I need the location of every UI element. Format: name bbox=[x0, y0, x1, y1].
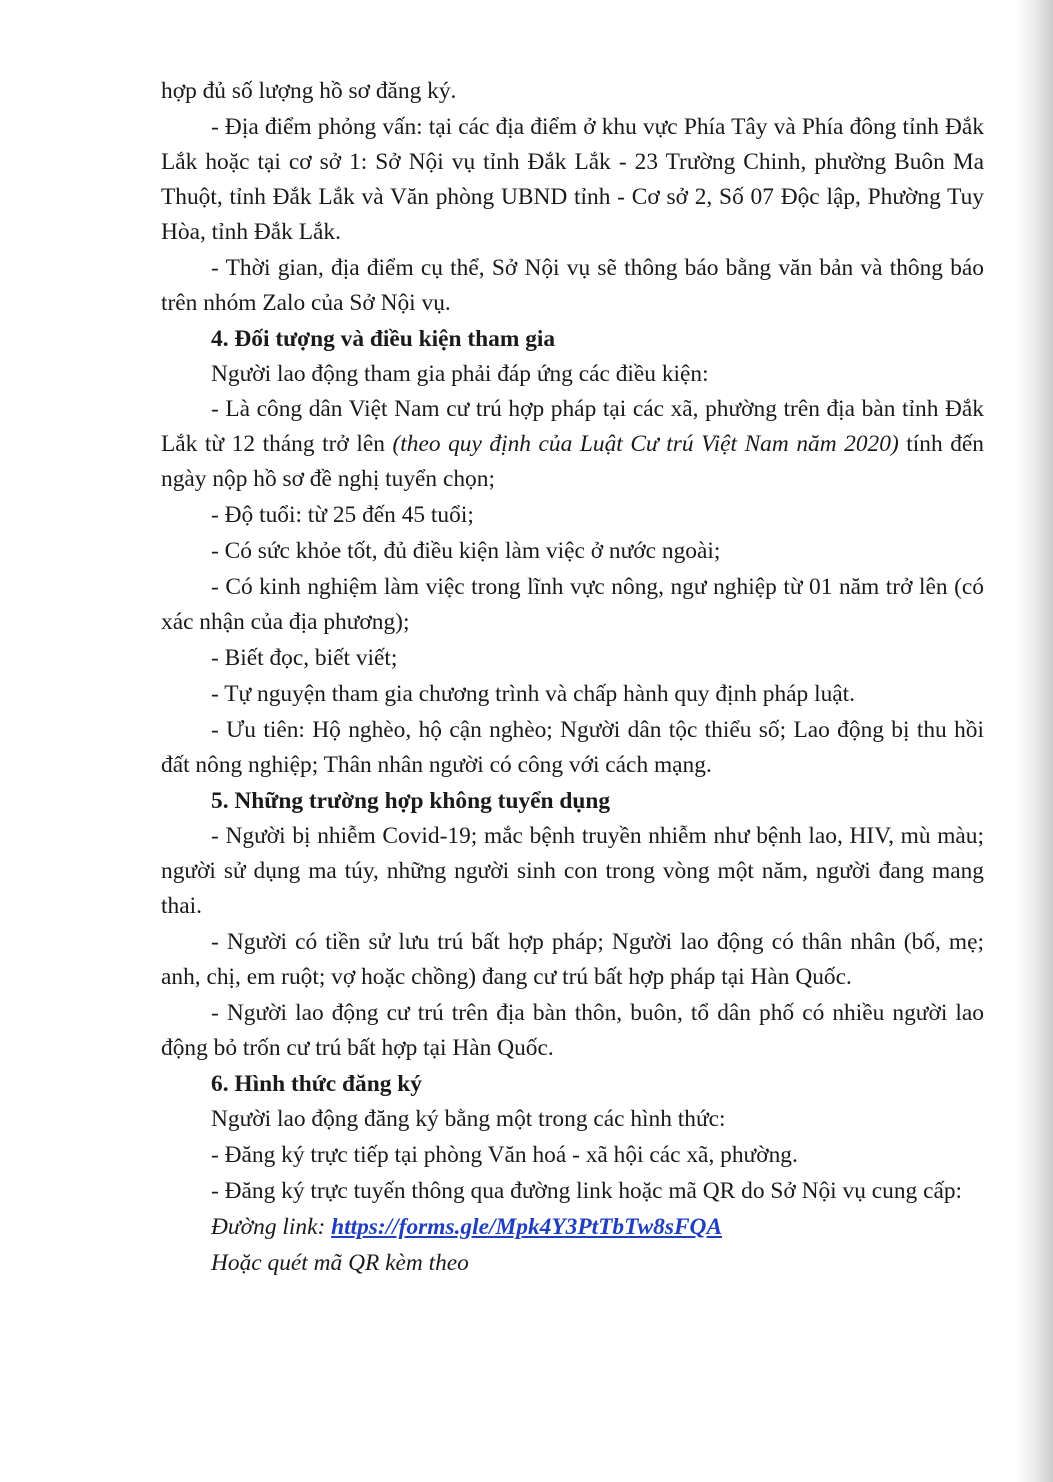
item-italic-note: (theo quy định của Luật Cư trú Việt Nam năm 2020) bbox=[392, 431, 899, 457]
section-4-item-age: - Độ tuổi: từ 25 đến 45 tuổi; bbox=[211, 502, 474, 528]
document-body bbox=[161, 74, 984, 1281]
section-5-item-area: - Người lao động cư trú trên địa bàn thôn, buôn, tổ dân phố có nhiều người lao động bỏ trốn cư trú bất hợp tại Hàn Quốc. bbox=[161, 1000, 984, 1061]
link-label: Đường link: bbox=[211, 1214, 332, 1240]
section-4-item-priority: - Ưu tiên: Hộ nghèo, hộ cận nghèo; Người dân tộc thiểu số; Lao động bị thu hồi đất nông nghiệp; Thân nhân người có công với cách mạng. bbox=[161, 717, 984, 778]
page-edge-shadow bbox=[1015, 0, 1053, 1482]
section-6-lead: Người lao động đăng ký bằng một trong các hình thức: bbox=[211, 1106, 726, 1132]
section-4-lead: Người lao động tham gia phải đáp ứng các điều kiện: bbox=[211, 361, 709, 387]
section-4-item-health: - Có sức khỏe tốt, đủ điều kiện làm việc ở nước ngoài; bbox=[211, 538, 721, 564]
section-6-item-online: - Đăng ký trực tuyến thông qua đường link hoặc mã QR do Sở Nội vụ cung cấp: bbox=[211, 1178, 963, 1204]
section-4-item-voluntary: - Tự nguyện tham gia chương trình và chấp hành quy định pháp luật. bbox=[211, 681, 856, 707]
section-5-heading: 5. Những trường hợp không tuyển dụng bbox=[211, 788, 611, 814]
paragraph-continuation: hợp đủ số lượng hồ sơ đăng ký. bbox=[161, 78, 457, 104]
registration-link[interactable]: https://forms.gle/Mpk4Y3PtTbTw8sFQA bbox=[331, 1214, 723, 1240]
section-4-item-residency bbox=[161, 392, 984, 497]
paragraph-time-notice: - Thời gian, địa điểm cụ thể, Sở Nội vụ sẽ thông báo bằng văn bản và thông báo trên nhóm Zalo của Sở Nội vụ. bbox=[161, 255, 984, 316]
paragraph-interview-location: - Địa điểm phỏng vấn: tại các địa điểm ở khu vực Phía Tây và Phía đông tỉnh Đắk Lắk hoặc tại cơ sở 1: Sở Nội vụ tỉnh Đắk Lắk - 23 Trường Chinh, phường Buôn Ma Thuột, tỉnh Đắk Lắk và Văn phòng UBND tỉnh - Cơ sở 2, Số 07 Độc lập, Phường Tuy Hòa, tỉnh Đắk Lắk. bbox=[161, 114, 984, 245]
section-5-item-disease: - Người bị nhiễm Covid-19; mắc bệnh truyền nhiễm như bệnh lao, HIV, mù màu; người sử dụng ma túy, những người sinh con trong vòng một năm, người đang mang thai. bbox=[161, 823, 984, 919]
section-6-heading: 6. Hình thức đăng ký bbox=[211, 1071, 422, 1097]
section-4-item-literacy: - Biết đọc, biết viết; bbox=[211, 645, 398, 671]
item-text: - Là công dân Việt Nam cư trú hợp pháp tại các xã, phường trên địa bàn tỉnh Đắk Lắk từ 12 tháng trở lên bbox=[161, 396, 984, 457]
section-4-item-experience: - Có kinh nghiệm làm việc trong lĩnh vực nông, ngư nghiệp từ 01 năm trở lên (có xác nhận của địa phương); bbox=[161, 574, 984, 635]
qr-instruction: Hoặc quét mã QR kèm theo bbox=[211, 1250, 469, 1276]
section-4-heading: 4. Đối tượng và điều kiện tham gia bbox=[211, 326, 556, 352]
item-text-tail: tính đến ngày nộp hồ sơ đề nghị tuyển chọn; bbox=[161, 431, 985, 492]
section-5-item-illegal-stay: - Người có tiền sử lưu trú bất hợp pháp; Người lao động có thân nhân (bố, mẹ; anh, chị, em ruột; vợ hoặc chồng) đang cư trú bất hợp pháp tại Hàn Quốc. bbox=[161, 929, 984, 990]
registration-link-line bbox=[161, 1210, 984, 1245]
section-6-item-direct: - Đăng ký trực tiếp tại phòng Văn hoá - xã hội các xã, phường. bbox=[211, 1142, 798, 1168]
